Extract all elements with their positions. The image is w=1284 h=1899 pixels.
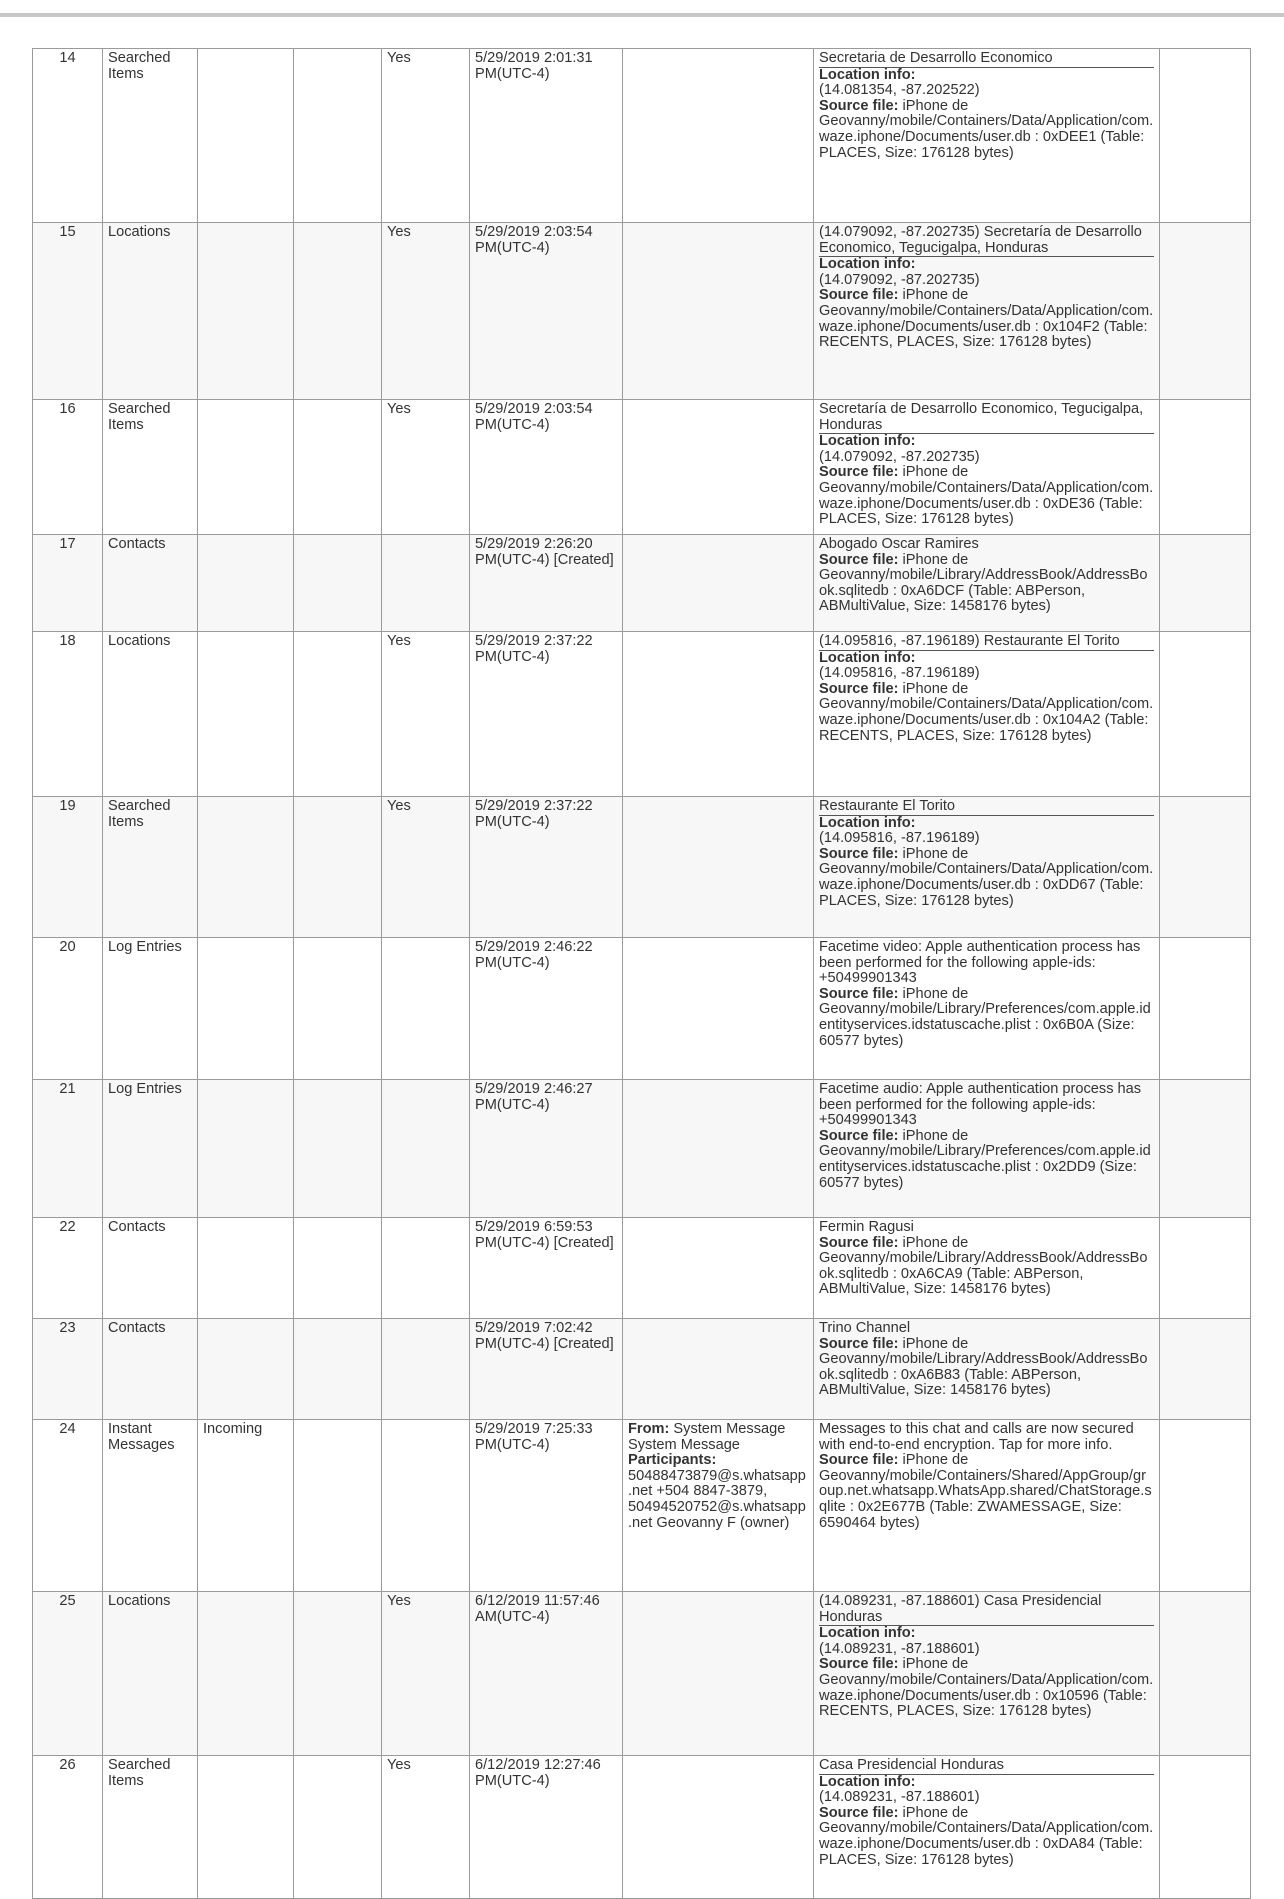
party-cell bbox=[623, 400, 814, 535]
deleted-cell: Yes bbox=[382, 632, 470, 797]
details-cell bbox=[814, 938, 1160, 1080]
direction-cell bbox=[198, 1218, 294, 1319]
details-cell bbox=[814, 49, 1160, 223]
row-number: 25 bbox=[33, 1592, 103, 1756]
deleted-cell: Yes bbox=[382, 49, 470, 223]
table-row bbox=[33, 535, 1251, 632]
category-cell: Locations bbox=[103, 1592, 198, 1756]
detail-line bbox=[628, 1453, 808, 1469]
field-label: Source file: bbox=[819, 1452, 899, 1469]
detail-line bbox=[819, 288, 1154, 350]
direction-cell bbox=[198, 400, 294, 535]
direction-cell bbox=[198, 223, 294, 400]
deleted-cell: Yes bbox=[382, 1592, 470, 1756]
field-value: Abogado Oscar Ramires bbox=[819, 536, 979, 552]
timestamp-cell: 5/29/2019 7:25:33 PM(UTC-4) bbox=[470, 1420, 623, 1592]
entry-title: Secretaría de Desarrollo Economico, Tegucigalpa, Honduras bbox=[819, 402, 1154, 434]
empty-cell bbox=[294, 1756, 382, 1899]
direction-cell bbox=[198, 49, 294, 223]
detail-line bbox=[819, 816, 1154, 832]
detail-line bbox=[819, 682, 1154, 744]
details-cell bbox=[814, 223, 1160, 400]
party-cell bbox=[623, 1592, 814, 1756]
direction-cell bbox=[198, 535, 294, 632]
empty-cell bbox=[1160, 223, 1251, 400]
field-value: (14.081354, -87.202522) bbox=[819, 82, 980, 99]
table-row bbox=[33, 938, 1251, 1080]
timestamp-cell: 5/29/2019 2:03:54 PM(UTC-4) bbox=[470, 400, 623, 535]
row-number: 26 bbox=[33, 1756, 103, 1899]
field-label: Location info: bbox=[819, 814, 916, 831]
field-label: Source file: bbox=[819, 985, 899, 1002]
empty-cell bbox=[1160, 1080, 1251, 1218]
empty-cell bbox=[1160, 1592, 1251, 1756]
detail-line bbox=[819, 1657, 1154, 1719]
details-cell bbox=[814, 1420, 1160, 1592]
category-cell: Contacts bbox=[103, 1319, 198, 1420]
party-cell bbox=[623, 1420, 814, 1592]
field-value: System Message System Message bbox=[628, 1421, 786, 1453]
detail-line bbox=[819, 666, 1154, 682]
details-cell bbox=[814, 632, 1160, 797]
field-value: (14.089231, -87.188601) bbox=[819, 1789, 980, 1806]
field-value: (14.089231, -87.188601) bbox=[819, 1640, 980, 1657]
empty-cell bbox=[294, 1319, 382, 1420]
field-label: Source file: bbox=[819, 680, 899, 697]
details-cell bbox=[814, 1080, 1160, 1218]
field-label: Source file: bbox=[819, 287, 899, 304]
table-row bbox=[33, 1319, 1251, 1420]
empty-cell bbox=[1160, 1420, 1251, 1592]
category-cell: Searched Items bbox=[103, 49, 198, 223]
field-value: Trino Channel bbox=[819, 1320, 911, 1336]
category-cell: Instant Messages bbox=[103, 1420, 198, 1592]
field-value: iPhone de Geovanny/mobile/Library/Preferences/com.apple.identityservices.idstatuscache.plist : 0x6B0A (Size: 60577 bytes) bbox=[819, 985, 1151, 1049]
row-number: 23 bbox=[33, 1319, 103, 1420]
direction-cell bbox=[198, 1756, 294, 1899]
detail-line bbox=[819, 83, 1154, 99]
timestamp-cell: 5/29/2019 2:46:22 PM(UTC-4) bbox=[470, 938, 623, 1080]
detail-line bbox=[819, 987, 1154, 1049]
field-label: Location info: bbox=[819, 649, 916, 666]
deleted-cell: Yes bbox=[382, 400, 470, 535]
detail-line bbox=[819, 651, 1154, 667]
row-number: 22 bbox=[33, 1218, 103, 1319]
empty-cell bbox=[294, 1420, 382, 1592]
party-cell bbox=[623, 797, 814, 938]
deleted-cell: Yes bbox=[382, 797, 470, 938]
row-number: 24 bbox=[33, 1420, 103, 1592]
party-cell bbox=[623, 1319, 814, 1420]
table-row bbox=[33, 223, 1251, 400]
deleted-cell bbox=[382, 535, 470, 632]
entry-title: Secretaria de Desarrollo Economico bbox=[819, 51, 1154, 68]
empty-cell bbox=[294, 49, 382, 223]
category-cell: Searched Items bbox=[103, 400, 198, 535]
row-number: 15 bbox=[33, 223, 103, 400]
deleted-cell bbox=[382, 938, 470, 1080]
empty-cell bbox=[1160, 1319, 1251, 1420]
empty-cell bbox=[294, 1218, 382, 1319]
field-value: iPhone de Geovanny/mobile/Containers/Shared/AppGroup/group.net.whatsapp.WhatsApp.shared/ChatStorage.sqlite : 0x2E677B (Table: ZWAMESSAGE, Size: 6590464 bytes) bbox=[819, 1452, 1152, 1531]
field-label: Location info: bbox=[819, 66, 916, 83]
detail-line bbox=[819, 831, 1154, 847]
timestamp-cell: 5/29/2019 2:46:27 PM(UTC-4) bbox=[470, 1080, 623, 1218]
empty-cell bbox=[1160, 535, 1251, 632]
empty-cell bbox=[1160, 1218, 1251, 1319]
report-body bbox=[33, 49, 1251, 1899]
field-label: From: bbox=[628, 1421, 670, 1437]
timestamp-cell: 5/29/2019 2:03:54 PM(UTC-4) bbox=[470, 223, 623, 400]
empty-cell bbox=[294, 938, 382, 1080]
timestamp-cell: 5/29/2019 2:01:31 PM(UTC-4) bbox=[470, 49, 623, 223]
row-number: 18 bbox=[33, 632, 103, 797]
details-cell bbox=[814, 1592, 1160, 1756]
empty-cell bbox=[294, 400, 382, 535]
field-label: Participants: bbox=[628, 1452, 717, 1469]
field-value: Facetime audio: Apple authentication process has been performed for the following apple-ids: +50499901343 bbox=[819, 1081, 1142, 1129]
field-value: iPhone de Geovanny/mobile/Containers/Data/Application/com.waze.iphone/Documents/user.db : 0xDE36 (Table: PLACES, Size: 176128 bytes) bbox=[819, 464, 1154, 528]
timestamp-cell: 5/29/2019 2:37:22 PM(UTC-4) bbox=[470, 632, 623, 797]
field-value: Facetime video: Apple authentication process has been performed for the following apple-ids: +50499901343 bbox=[819, 939, 1141, 987]
field-label: Location info: bbox=[819, 1773, 916, 1790]
detail-line bbox=[819, 99, 1154, 161]
table-row bbox=[33, 632, 1251, 797]
table-row bbox=[33, 797, 1251, 938]
empty-cell bbox=[294, 535, 382, 632]
category-cell: Locations bbox=[103, 223, 198, 400]
field-label: Source file: bbox=[819, 845, 899, 862]
direction-cell bbox=[198, 1592, 294, 1756]
entry-title: (14.079092, -87.202735) Secretaría de Desarrollo Economico, Tegucigalpa, Honduras bbox=[819, 225, 1154, 257]
details-cell bbox=[814, 1218, 1160, 1319]
category-cell: Contacts bbox=[103, 1218, 198, 1319]
field-value: iPhone de Geovanny/mobile/Library/AddressBook/AddressBook.sqlitedb : 0xA6B83 (Table: ABPerson, ABMultiValue, Size: 1458176 bytes) bbox=[819, 1335, 1148, 1399]
deleted-cell bbox=[382, 1218, 470, 1319]
field-value: iPhone de Geovanny/mobile/Containers/Data/Application/com.waze.iphone/Documents/user.db : 0xDA84 (Table: PLACES, Size: 176128 bytes) bbox=[819, 1804, 1154, 1868]
direction-cell bbox=[198, 632, 294, 797]
field-value: iPhone de Geovanny/mobile/Containers/Data/Application/com.waze.iphone/Documents/user.db : 0x104A2 (Table: RECENTS, PLACES, Size: 176128 bytes) bbox=[819, 680, 1154, 744]
field-value: Messages to this chat and calls are now secured with end-to-end encryption. Tap for more info. bbox=[819, 1421, 1134, 1453]
deleted-cell bbox=[382, 1319, 470, 1420]
field-value: 50488473879@s.whatsapp.net +504 8847-3879, 50494520752@s.whatsapp.net Geovanny F (owner) bbox=[628, 1467, 806, 1531]
empty-cell bbox=[294, 632, 382, 797]
detail-line bbox=[819, 1790, 1154, 1806]
category-cell: Searched Items bbox=[103, 797, 198, 938]
field-label: Source file: bbox=[819, 464, 899, 481]
timestamp-cell: 5/29/2019 2:26:20 PM(UTC-4) [Created] bbox=[470, 535, 623, 632]
party-cell bbox=[623, 535, 814, 632]
direction-cell: Incoming bbox=[198, 1420, 294, 1592]
detail-line bbox=[819, 1236, 1154, 1298]
field-value: (14.095816, -87.196189) bbox=[819, 665, 980, 682]
details-cell bbox=[814, 535, 1160, 632]
detail-line bbox=[819, 1129, 1154, 1191]
entry-title: (14.089231, -87.188601) Casa Presidencial Honduras bbox=[819, 1594, 1154, 1626]
party-cell bbox=[623, 1218, 814, 1319]
table-row bbox=[33, 1218, 1251, 1319]
field-value: (14.079092, -87.202735) bbox=[819, 448, 980, 465]
row-number: 14 bbox=[33, 49, 103, 223]
timestamp-cell: 5/29/2019 6:59:53 PM(UTC-4) [Created] bbox=[470, 1218, 623, 1319]
party-cell bbox=[623, 49, 814, 223]
entry-title: (14.095816, -87.196189) Restaurante El Torito bbox=[819, 634, 1154, 651]
party-cell bbox=[623, 938, 814, 1080]
table-row bbox=[33, 1420, 1251, 1592]
detail-line bbox=[819, 434, 1154, 450]
deleted-cell bbox=[382, 1080, 470, 1218]
timestamp-cell: 6/12/2019 11:57:46 AM(UTC-4) bbox=[470, 1592, 623, 1756]
field-label: Location info: bbox=[819, 1625, 916, 1642]
field-value: iPhone de Geovanny/mobile/Library/Preferences/com.apple.identityservices.idstatuscache.plist : 0x2DD9 (Size: 60577 bytes) bbox=[819, 1127, 1151, 1191]
deleted-cell: Yes bbox=[382, 223, 470, 400]
timestamp-cell: 5/29/2019 2:37:22 PM(UTC-4) bbox=[470, 797, 623, 938]
details-cell bbox=[814, 400, 1160, 535]
table-row bbox=[33, 1756, 1251, 1899]
row-number: 21 bbox=[33, 1080, 103, 1218]
empty-cell bbox=[1160, 632, 1251, 797]
field-value: (14.079092, -87.202735) bbox=[819, 271, 980, 288]
field-label: Source file: bbox=[819, 1127, 899, 1144]
details-cell bbox=[814, 797, 1160, 938]
category-cell: Searched Items bbox=[103, 1756, 198, 1899]
field-label: Location info: bbox=[819, 433, 916, 450]
direction-cell bbox=[198, 797, 294, 938]
empty-cell bbox=[1160, 49, 1251, 223]
deleted-cell bbox=[382, 1420, 470, 1592]
row-number: 19 bbox=[33, 797, 103, 938]
field-value: iPhone de Geovanny/mobile/Library/AddressBook/AddressBook.sqlitedb : 0xA6CA9 (Table: ABPerson, ABMultiValue, Size: 1458176 bytes) bbox=[819, 1234, 1148, 1298]
detail-line bbox=[819, 1422, 1154, 1453]
detail-line bbox=[819, 1321, 1154, 1337]
timestamp-cell: 5/29/2019 7:02:42 PM(UTC-4) [Created] bbox=[470, 1319, 623, 1420]
category-cell: Locations bbox=[103, 632, 198, 797]
field-value: iPhone de Geovanny/mobile/Containers/Data/Application/com.waze.iphone/Documents/user.db : 0x104F2 (Table: RECENTS, PLACES, Size: 176128 bytes) bbox=[819, 287, 1154, 351]
direction-cell bbox=[198, 1080, 294, 1218]
empty-cell bbox=[1160, 938, 1251, 1080]
entry-title: Casa Presidencial Honduras bbox=[819, 1758, 1154, 1775]
empty-cell bbox=[1160, 400, 1251, 535]
table-row bbox=[33, 1592, 1251, 1756]
field-value: Fermin Ragusi bbox=[819, 1219, 914, 1235]
empty-cell bbox=[294, 797, 382, 938]
category-cell: Contacts bbox=[103, 535, 198, 632]
party-cell bbox=[623, 1080, 814, 1218]
empty-cell bbox=[1160, 1756, 1251, 1899]
field-value: iPhone de Geovanny/mobile/Library/AddressBook/AddressBook.sqlitedb : 0xA6DCF (Table: ABPerson, ABMultiValue, Size: 1458176 bytes) bbox=[819, 551, 1148, 615]
field-label: Source file: bbox=[819, 1234, 899, 1251]
detail-line bbox=[819, 68, 1154, 84]
detail-line bbox=[819, 553, 1154, 615]
detail-line bbox=[819, 273, 1154, 289]
table-row bbox=[33, 400, 1251, 535]
field-value: iPhone de Geovanny/mobile/Containers/Data/Application/com.waze.iphone/Documents/user.db : 0x10596 (Table: RECENTS, PLACES, Size: 176128 bytes) bbox=[819, 1656, 1154, 1720]
row-number: 16 bbox=[33, 400, 103, 535]
field-label: Source file: bbox=[819, 1656, 899, 1673]
field-label: Location info: bbox=[819, 256, 916, 273]
field-label: Source file: bbox=[819, 97, 899, 114]
empty-cell bbox=[294, 1592, 382, 1756]
field-value: iPhone de Geovanny/mobile/Containers/Data/Application/com.waze.iphone/Documents/user.db : 0xDD67 (Table: PLACES, Size: 176128 bytes) bbox=[819, 845, 1154, 909]
party-cell bbox=[623, 223, 814, 400]
party-cell bbox=[623, 1756, 814, 1899]
empty-cell bbox=[294, 223, 382, 400]
empty-cell bbox=[1160, 797, 1251, 938]
field-value: (14.095816, -87.196189) bbox=[819, 830, 980, 847]
category-cell: Log Entries bbox=[103, 1080, 198, 1218]
deleted-cell: Yes bbox=[382, 1756, 470, 1899]
detail-line bbox=[819, 450, 1154, 466]
category-cell: Log Entries bbox=[103, 938, 198, 1080]
detail-line bbox=[819, 465, 1154, 527]
field-value: iPhone de Geovanny/mobile/Containers/Data/Application/com.waze.iphone/Documents/user.db : 0xDEE1 (Table: PLACES, Size: 176128 bytes) bbox=[819, 97, 1154, 161]
details-cell bbox=[814, 1756, 1160, 1899]
detail-line bbox=[819, 847, 1154, 909]
detail-line bbox=[819, 1337, 1154, 1399]
field-label: Source file: bbox=[819, 1804, 899, 1821]
timestamp-cell: 6/12/2019 12:27:46 PM(UTC-4) bbox=[470, 1756, 623, 1899]
detail-line bbox=[819, 1453, 1154, 1531]
detail-line bbox=[819, 537, 1154, 553]
row-number: 17 bbox=[33, 535, 103, 632]
party-cell bbox=[623, 632, 814, 797]
table-row bbox=[33, 49, 1251, 223]
detail-line bbox=[819, 257, 1154, 273]
direction-cell bbox=[198, 938, 294, 1080]
field-label: Source file: bbox=[819, 551, 899, 568]
detail-line bbox=[628, 1422, 808, 1453]
row-number: 20 bbox=[33, 938, 103, 1080]
empty-cell bbox=[294, 1080, 382, 1218]
detail-line bbox=[819, 1626, 1154, 1642]
details-cell bbox=[814, 1319, 1160, 1420]
detail-line bbox=[819, 1220, 1154, 1236]
table-row bbox=[33, 1080, 1251, 1218]
detail-line bbox=[819, 1806, 1154, 1868]
field-label: Source file: bbox=[819, 1335, 899, 1352]
page-top-rule bbox=[0, 13, 1284, 17]
report-table bbox=[32, 48, 1251, 1899]
detail-line bbox=[819, 940, 1154, 987]
detail-line bbox=[628, 1469, 808, 1531]
detail-line bbox=[819, 1642, 1154, 1658]
direction-cell bbox=[198, 1319, 294, 1420]
detail-line bbox=[819, 1082, 1154, 1129]
detail-line bbox=[819, 1775, 1154, 1791]
entry-title: Restaurante El Torito bbox=[819, 799, 1154, 816]
